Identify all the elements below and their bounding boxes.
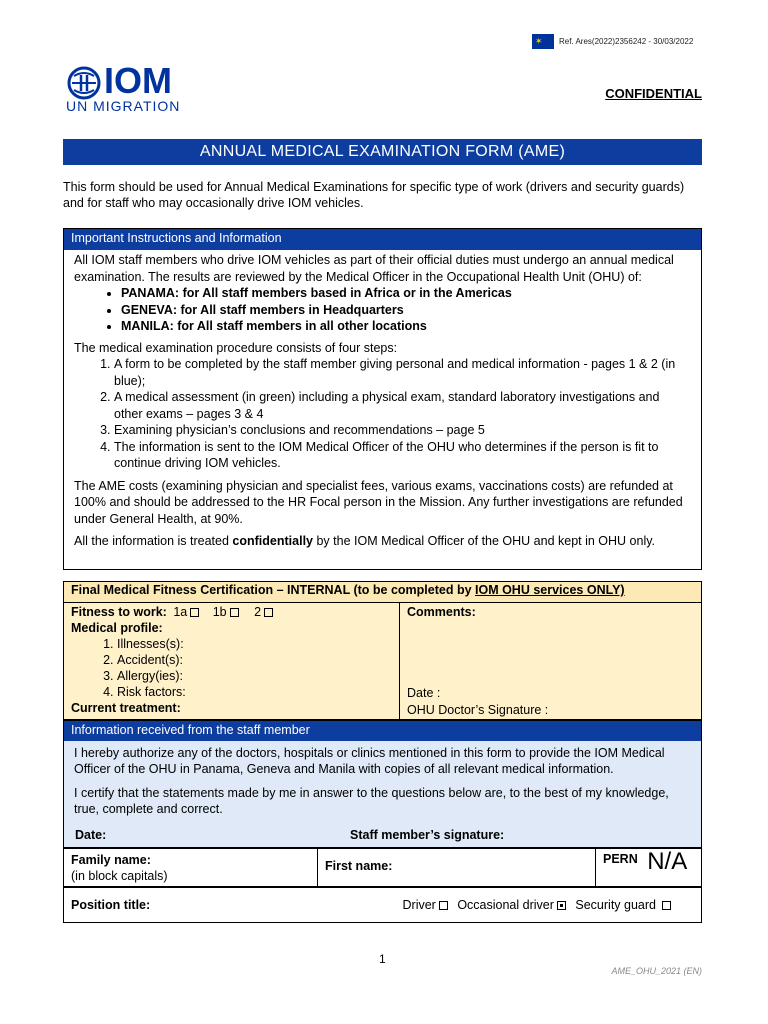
- list-item: 1. A form to be completed by the staff member giving personal and medical information - pages 1 & 2 (in blue);: [114, 356, 691, 389]
- certify-text: I certify that the statements made by me in answer to the questions below are, to the best of my knowledge, true, complete and correct.: [74, 786, 669, 816]
- authorize-text: I hereby authorize any of the doctors, hospitals or clinics mentioned in this form to provide the IOM Medical Officer of the OHU in Panama, Geneva and Manila with copies of all relevant medical information.: [74, 746, 665, 776]
- position-title-label: Position title:: [71, 898, 151, 912]
- list-item: 3. Allergy(ies):: [117, 668, 392, 684]
- pern-value: N/A: [647, 848, 688, 875]
- staff-info-heading: Information received from the staff member: [64, 721, 701, 741]
- ohu-signature-label: OHU Doctor’s Signature :: [407, 703, 549, 717]
- eu-flag-icon: ✶: [532, 34, 554, 49]
- fitness-1a-checkbox[interactable]: [190, 608, 199, 617]
- list-item: • PANAMA: for All staff members based in Africa or in the Americas: [121, 285, 691, 302]
- list-item: 3. Examining physician’s conclusions and recommendations – page 5: [114, 422, 691, 439]
- form-title: ANNUAL MEDICAL EXAMINATION FORM (AME): [63, 139, 702, 165]
- list-item: 1. Illnesses(s):: [117, 636, 392, 652]
- logo-sub-text: UN MIGRATION: [66, 98, 181, 114]
- role-driver-label: Driver: [402, 898, 436, 912]
- certification-heading: Final Medical Fitness Certification – INTERNAL (to be completed by IOM OHU services ONLY): [64, 582, 701, 603]
- position-row: [63, 887, 702, 923]
- staff-info-box: [63, 720, 702, 848]
- instructions-p2: The medical examination procedure consists of four steps:: [74, 340, 398, 355]
- confidential-label: CONFIDENTIAL: [605, 86, 702, 101]
- iom-logo: [66, 60, 196, 116]
- role-security-checkbox[interactable]: [662, 901, 671, 910]
- ares-reference: [532, 34, 693, 49]
- steps-list: [74, 356, 691, 472]
- instructions-box: [63, 228, 702, 570]
- list-item: 4. The information is sent to the IOM Medical Officer of the OHU who determines if the person is fit to continue driving IOM vehicles.: [114, 439, 691, 472]
- list-item: • MANILA: for All staff members in all other locations: [121, 318, 691, 335]
- fitness-2-checkbox[interactable]: [264, 608, 273, 617]
- fitness-row: Fitness to work: 1a 1b 2: [71, 604, 392, 620]
- ares-reference-text: Ref. Ares(2022)2356242 - 30/03/2022: [559, 37, 694, 46]
- certification-box: [63, 581, 702, 720]
- fitness-1b-checkbox[interactable]: [230, 608, 239, 617]
- instructions-p1: All IOM staff members who drive IOM vehicles as part of their official duties must undergo an annual medical examination. The results are reviewed by the Medical Officer in the Occupational Health Unit (OHU) of:: [74, 253, 674, 284]
- staff-date-label: Date:: [75, 828, 107, 842]
- pern-cell[interactable]: [596, 849, 701, 886]
- role-security-label: Security guard: [575, 898, 656, 912]
- current-treatment-label: Current treatment:: [71, 701, 181, 715]
- role-driver-checkbox[interactable]: [439, 901, 448, 910]
- footer-reference: AME_OHU_2021 (EN): [611, 966, 702, 976]
- intro-text: This form should be used for Annual Medical Examinations for specific type of work (drivers and security guards) and for staff who may occasionally drive IOM vehicles.: [63, 180, 685, 210]
- family-name-cell[interactable]: [64, 849, 318, 886]
- medical-profile-label: Medical profile:: [71, 621, 163, 635]
- pern-label: PERN: [603, 852, 638, 866]
- list-item: 4. Risk factors:: [117, 684, 392, 700]
- page-number: 1: [379, 952, 386, 966]
- role-occasional-label: Occasional driver: [457, 898, 554, 912]
- block-capitals-note: (in block capitals): [71, 869, 168, 883]
- locations-list: [74, 285, 691, 335]
- first-name-cell[interactable]: [318, 849, 596, 886]
- comments-label: Comments:: [407, 605, 476, 619]
- first-name-label: First name:: [325, 859, 393, 873]
- instructions-p3: The AME costs (examining physician and specialist fees, various exams, vaccinations costs) are refunded at 100% and should be addressed to the HR Focal person in the Mission. Any further investigations are refunded under General Health, at 90%.: [74, 478, 683, 526]
- name-row: [63, 848, 702, 887]
- list-item: • GENEVA: for All staff members in Headquarters: [121, 302, 691, 319]
- logo-main-text: IOM: [104, 60, 172, 101]
- role-occasional-checkbox[interactable]: [557, 901, 566, 910]
- list-item: 2. Accident(s):: [117, 652, 392, 668]
- staff-signature-label: Staff member’s signature:: [350, 828, 505, 842]
- cert-date-label: Date :: [407, 686, 441, 700]
- list-item: 2. A medical assessment (in green) including a physical exam, standard laboratory investigations and other exams – pages 3 & 4: [114, 389, 691, 422]
- instructions-p4: All the information is treated confidentially by the IOM Medical Officer of the OHU and kept in OHU only.: [74, 534, 656, 548]
- instructions-heading: Important Instructions and Information: [64, 229, 701, 250]
- profile-list: [71, 636, 392, 700]
- family-name-label: Family name:: [71, 853, 151, 867]
